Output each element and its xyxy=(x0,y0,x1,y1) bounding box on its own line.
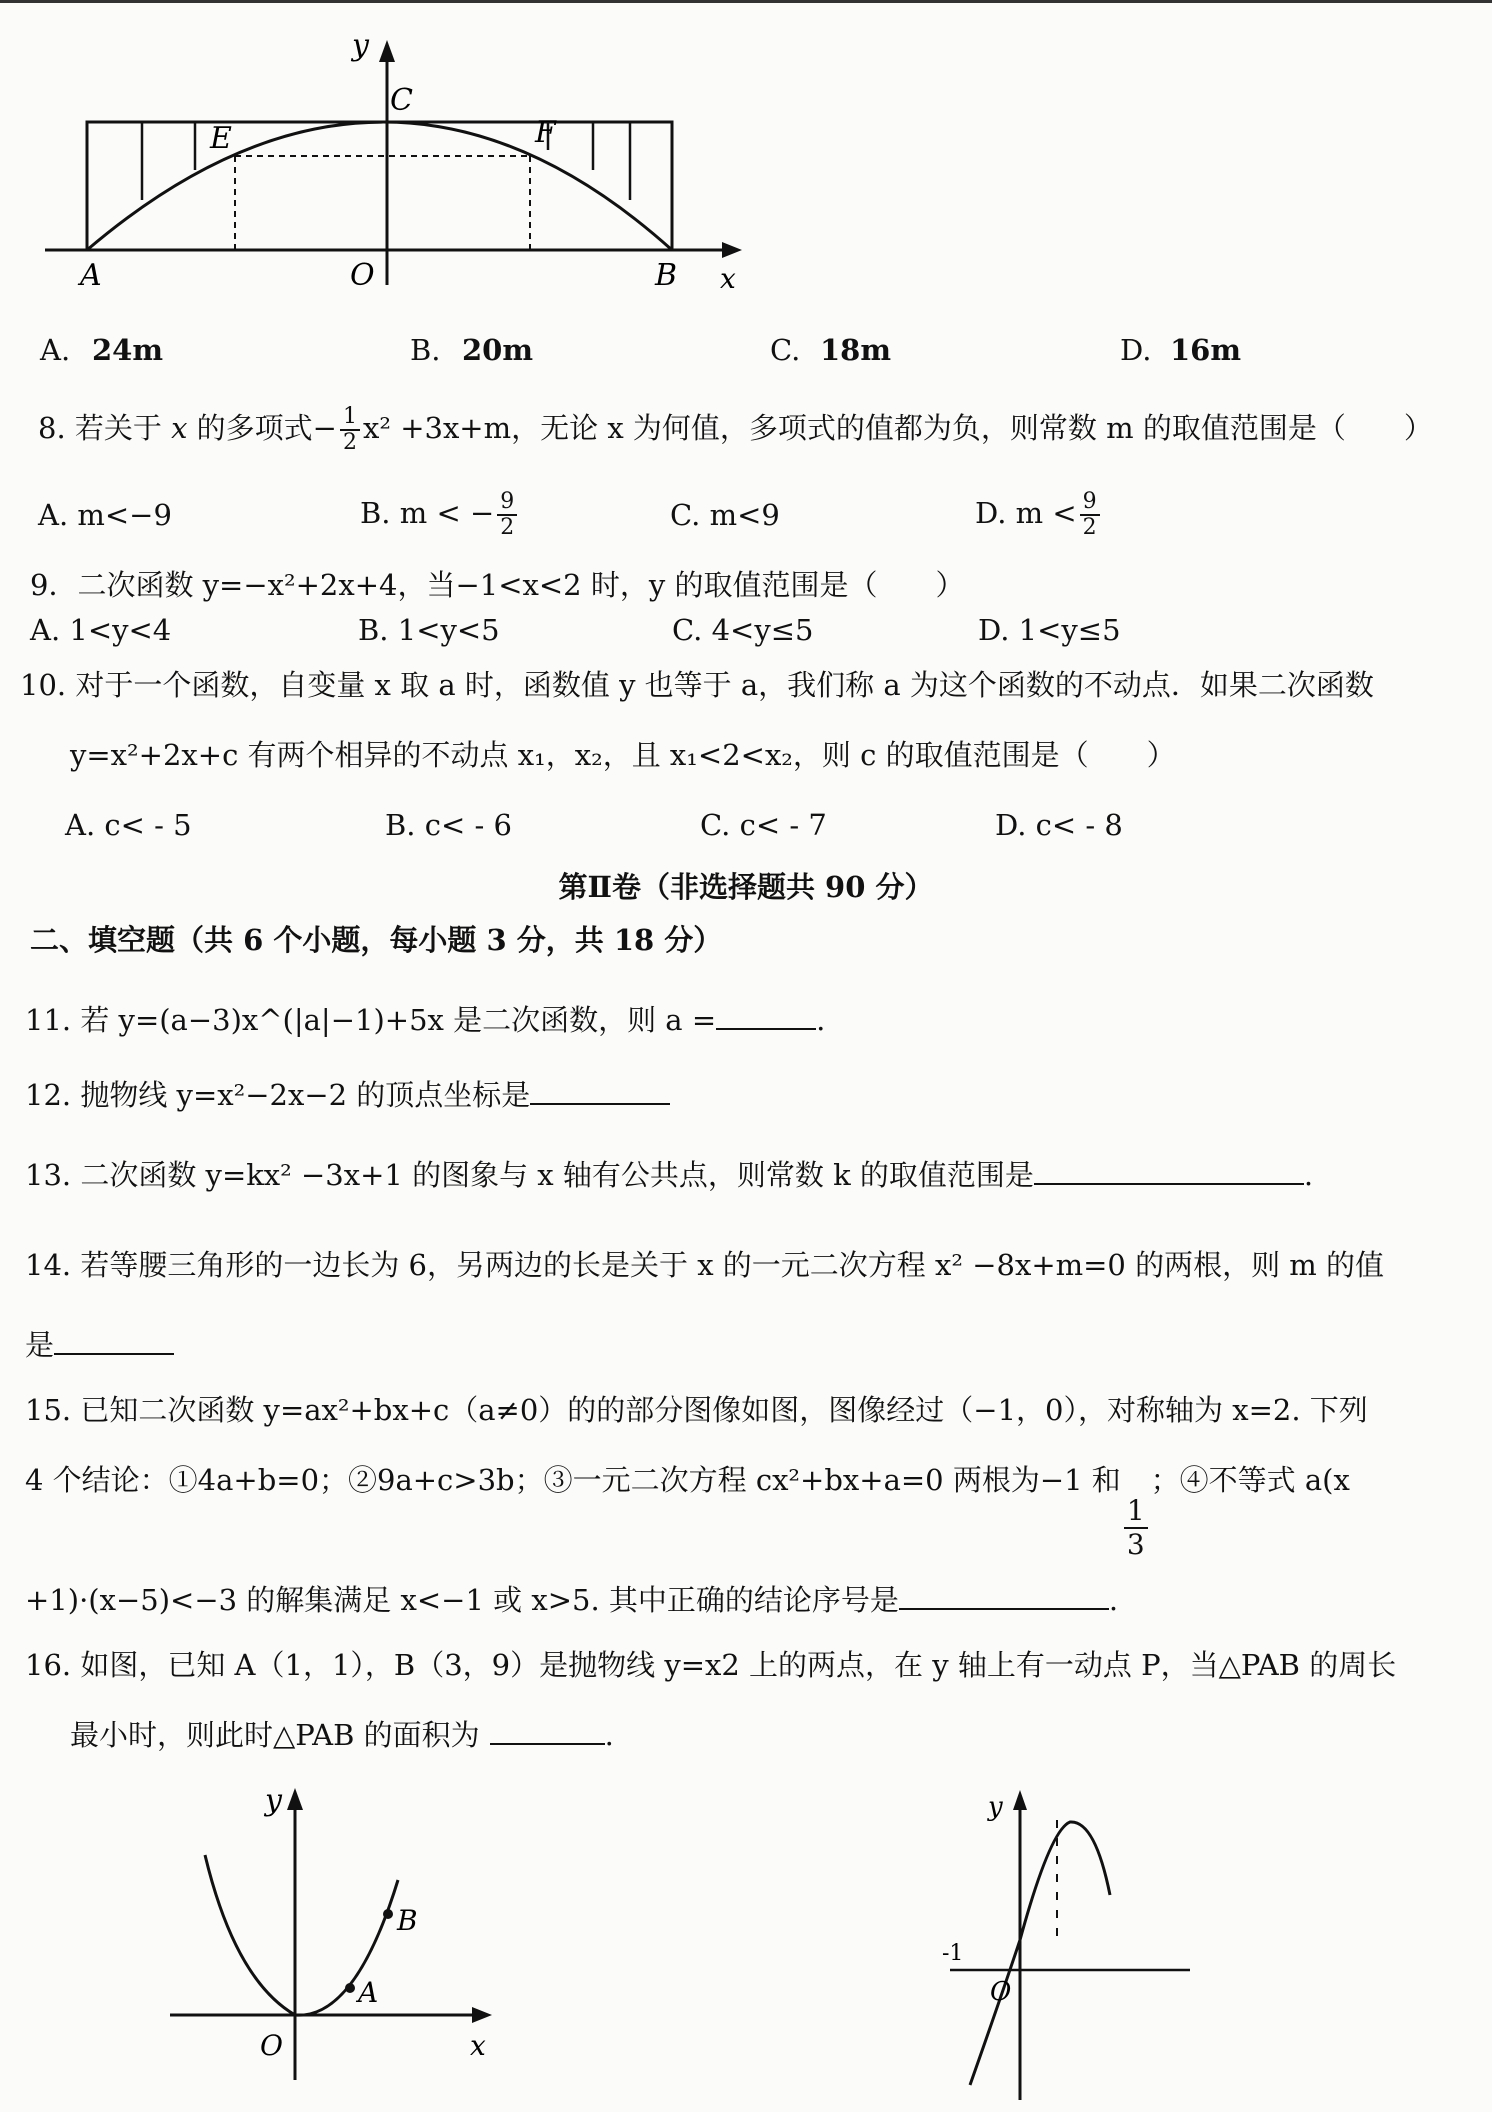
q15-line2-a: 4 个结论：①4a+b=0；②9a+c>3b；③一元二次方程 cx²+bx+a=0 两根为−1 和 xyxy=(25,1463,1121,1497)
fig15-label-y: y xyxy=(988,1792,1003,1822)
q8-option-d[interactable] xyxy=(975,490,1103,540)
fig16-label-b: B xyxy=(397,1904,418,1937)
q8-option-d-num: 9 xyxy=(1080,490,1100,516)
fig15-label-neg1: -1 xyxy=(942,1941,964,1966)
q15-answer-blank[interactable] xyxy=(899,1584,1109,1610)
q7-option-c-value: 18m xyxy=(820,333,892,367)
q10-line1: 10. 对于一个函数，自变量 x 取 a 时，函数值 y 也等于 a，我们称 a 为这个函数的不动点．如果二次函数 xyxy=(20,668,1374,702)
q8-option-b[interactable] xyxy=(360,490,520,540)
q15-line1: 15. 已知二次函数 y=ax²+bx+c（a≠0）的的部分图像如图，图像经过（−1，0），对称轴为 x=2. 下列 xyxy=(25,1393,1368,1427)
q16-line2 xyxy=(70,1715,614,1755)
q8-frac-den: 2 xyxy=(343,430,357,455)
label-o: O xyxy=(350,258,375,293)
parabola-q15-figure xyxy=(920,1780,1200,2100)
q7-option-d-letter[interactable]: D. xyxy=(1120,333,1152,367)
q10-option-a[interactable]: A. c< - 5 xyxy=(65,808,192,842)
q15-line2 xyxy=(25,1460,1350,1561)
q9-option-b[interactable]: B. 1<y<5 xyxy=(358,613,500,647)
q15-frac-den: 3 xyxy=(1126,1528,1145,1561)
q15-fraction xyxy=(1124,1495,1148,1561)
label-b: B xyxy=(655,258,678,293)
q11-answer-blank[interactable] xyxy=(716,1004,816,1030)
q8-x: x xyxy=(171,411,188,445)
q8-option-b-num: 9 xyxy=(497,490,517,516)
q10-option-c[interactable]: C. c< - 7 xyxy=(700,808,827,842)
q12 xyxy=(25,1075,670,1115)
q16-line2-text: 最小时，则此时△PAB 的面积为 xyxy=(70,1718,480,1752)
q7-option-c-letter[interactable]: C. xyxy=(770,333,801,367)
q7-option-d-value: 16m xyxy=(1170,333,1242,367)
q10-line2: y=x²+2x+c 有两个相异的不动点 x₁，x₂，且 x₁<2<x₂，则 c 的取值范围是（ ） xyxy=(70,738,1176,772)
q8-text-a: 8. 若关于 xyxy=(38,411,172,445)
q14-line1: 14. 若等腰三角形的一边长为 6，另两边的长是关于 x 的一元二次方程 x² −8x+m=0 的两根，则 m 的值 xyxy=(25,1248,1385,1282)
bridge-arch-figure xyxy=(30,30,750,300)
q8-stem xyxy=(38,405,1433,455)
fig16-label-x: x xyxy=(470,2029,486,2062)
q8-text-b: 的多项式− xyxy=(187,411,337,445)
label-x: x xyxy=(720,262,736,295)
q11 xyxy=(25,1000,825,1040)
label-c: C xyxy=(390,83,413,118)
fig16-label-y: y xyxy=(265,1783,282,1818)
q8-option-d-fraction xyxy=(1080,490,1100,540)
q14-line2-text: 是 xyxy=(25,1328,55,1362)
q16-answer-blank[interactable] xyxy=(490,1719,605,1745)
q12-answer-blank[interactable] xyxy=(530,1079,670,1105)
q15-line3-text: +1)·(x−5)<−3 的解集满足 x<−1 或 x>5. 其中正确的结论序号是 xyxy=(25,1583,899,1617)
parabola-q16-figure xyxy=(160,1780,520,2100)
q16-line1: 16. 如图，已知 A（1，1），B（3，9）是抛物线 y=x2 上的两点，在 y 轴上有一动点 P，当△PAB 的周长 xyxy=(25,1648,1397,1682)
q11-text: 11. 若 y=(a−3)x^(|a|−1)+5x 是二次函数，则 a = xyxy=(25,1003,717,1037)
q15-frac-num: 1 xyxy=(1124,1495,1148,1529)
q9-option-a[interactable]: A. 1<y<4 xyxy=(30,613,172,647)
q7-option-b-value: 20m xyxy=(462,333,534,367)
q8-option-d-prefix: D. m < xyxy=(975,496,1077,530)
label-y: y xyxy=(352,30,369,63)
q14-answer-blank[interactable] xyxy=(54,1329,174,1355)
label-e: E xyxy=(210,121,232,156)
q13-end: . xyxy=(1303,1158,1314,1192)
q8-option-c[interactable]: C. m<9 xyxy=(670,498,780,532)
q15-end: . xyxy=(1108,1583,1119,1617)
q7-option-a-value: 24m xyxy=(92,333,164,367)
q15-line2-b: ；④不等式 a(x xyxy=(1150,1463,1350,1497)
q8-text-c: x² +3x+m，无论 x 为何值，多项式的值都为负，则常数 m 的取值范围是（ ） xyxy=(363,411,1433,445)
fig16-label-a: A xyxy=(358,1976,379,2009)
q15-line3 xyxy=(25,1580,1118,1620)
q9-option-c[interactable]: C. 4<y≤5 xyxy=(672,613,814,647)
q10-option-d[interactable]: D. c< - 8 xyxy=(995,808,1123,842)
q9-stem: 9．二次函数 y=−x²+2x+4，当−1<x<2 时，y 的取值范围是（ ） xyxy=(30,568,965,602)
q13-answer-blank[interactable] xyxy=(1034,1159,1304,1185)
q9-option-d[interactable]: D. 1<y≤5 xyxy=(978,613,1121,647)
q11-end: . xyxy=(816,1003,826,1037)
q12-text: 12. 抛物线 y=x²−2x−2 的顶点坐标是 xyxy=(25,1078,531,1112)
q7-option-a-letter[interactable]: A. xyxy=(40,333,71,367)
q13-text: 13. 二次函数 y=kx² −3x+1 的图象与 x 轴有公共点，则常数 k 的取值范围是 xyxy=(25,1158,1034,1192)
q14-line2 xyxy=(25,1325,174,1365)
q8-option-b-prefix: B. m < − xyxy=(360,496,495,530)
q8-option-d-den: 2 xyxy=(1082,515,1097,540)
q16-end: . xyxy=(604,1718,614,1752)
section2-title: 第Ⅱ卷（非选择题共 90 分） xyxy=(558,870,934,904)
q8-fraction xyxy=(340,405,360,455)
top-rule xyxy=(0,0,1492,3)
q7-option-b-letter[interactable]: B. xyxy=(410,333,441,367)
q8-option-b-den: 2 xyxy=(500,515,515,540)
q13 xyxy=(25,1155,1313,1195)
label-f: F xyxy=(535,115,556,150)
fig16-label-o: O xyxy=(260,2029,283,2062)
q10-option-b[interactable]: B. c< - 6 xyxy=(385,808,512,842)
q8-option-a[interactable]: A. m<−9 xyxy=(38,498,172,532)
label-a: A xyxy=(80,258,102,293)
fig15-label-o: O xyxy=(990,1977,1012,2007)
section2-heading: 二、填空题（共 6 个小题，每小题 3 分，共 18 分） xyxy=(30,923,723,957)
q8-option-b-fraction xyxy=(497,490,517,540)
q8-frac-num: 1 xyxy=(340,405,360,431)
